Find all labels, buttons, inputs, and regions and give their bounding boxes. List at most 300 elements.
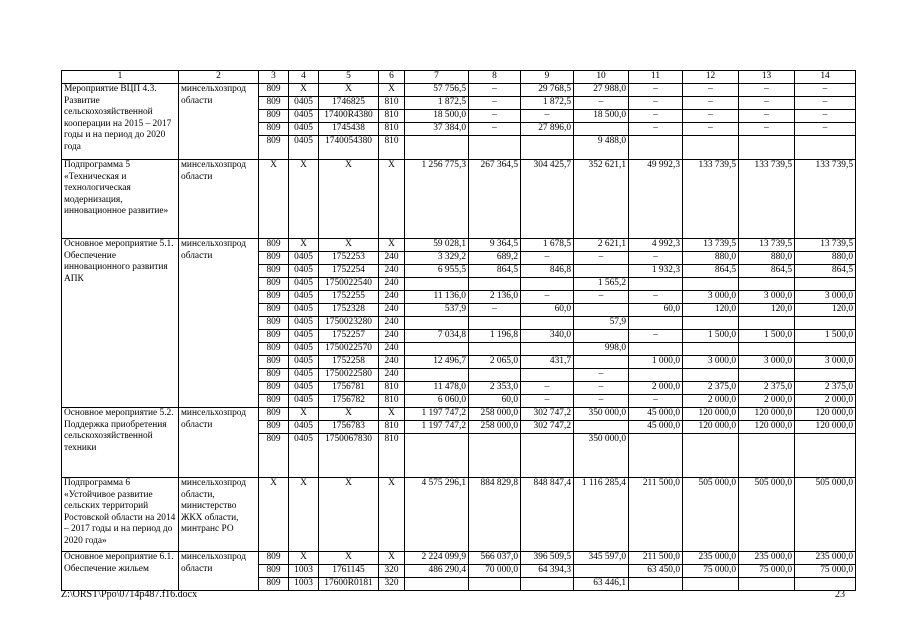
amount-cell <box>574 265 629 278</box>
code-cell: Х <box>289 478 319 552</box>
header-cell: 3 <box>259 71 289 84</box>
amount-cell <box>739 317 795 330</box>
amount-cell <box>795 578 856 591</box>
amount-cell: 505 000,0 <box>739 478 795 552</box>
amount-cell: 70 000,0 <box>469 565 521 578</box>
amount-cell <box>469 136 521 160</box>
amount-cell: 4 992,3 <box>629 239 683 252</box>
amount-cell <box>629 578 683 591</box>
amount-cell: 13 739,5 <box>739 239 795 252</box>
amount-cell: – <box>739 110 795 123</box>
amount-cell: 258 000,0 <box>469 408 521 421</box>
amount-cell: 9 364,5 <box>469 239 521 252</box>
amount-cell: 211 500,0 <box>629 552 683 565</box>
code-cell: 0405 <box>289 291 319 304</box>
amount-cell: 1 565,2 <box>574 278 629 291</box>
amount-cell: 537,9 <box>405 304 469 317</box>
program-name-cell: Подпрограмма 5 «Техническая и технологическая модернизация, инновационное развитие» <box>62 160 179 239</box>
amount-cell <box>683 136 739 160</box>
code-cell: Х <box>289 408 319 421</box>
code-cell: 0405 <box>289 136 319 160</box>
code-cell: 1752257 <box>319 330 379 343</box>
amount-cell: – <box>795 123 856 136</box>
amount-cell: 1 500,0 <box>683 330 739 343</box>
document-page <box>61 70 856 591</box>
amount-cell <box>795 278 856 291</box>
amount-cell: – <box>629 97 683 110</box>
code-cell: Х <box>289 239 319 252</box>
amount-cell: – <box>683 123 739 136</box>
amount-cell: 998,0 <box>574 343 629 356</box>
amount-cell: 64 394,3 <box>521 565 574 578</box>
amount-cell: – <box>521 382 574 395</box>
code-cell: Х <box>379 478 405 552</box>
code-cell: 810 <box>379 421 405 434</box>
code-cell: 1750023280 <box>319 317 379 330</box>
amount-cell: 120,0 <box>795 304 856 317</box>
amount-cell <box>405 317 469 330</box>
code-cell: 0405 <box>289 395 319 408</box>
amount-cell: – <box>629 291 683 304</box>
amount-cell <box>469 343 521 356</box>
responsible-cell: минсельхозпрод области <box>179 552 259 591</box>
code-cell: 1752328 <box>319 304 379 317</box>
amount-cell: 3 000,0 <box>683 356 739 369</box>
amount-cell: 13 739,5 <box>683 239 739 252</box>
amount-cell: 2 375,0 <box>683 382 739 395</box>
amount-cell: – <box>629 84 683 97</box>
amount-cell: 396 509,5 <box>521 552 574 565</box>
amount-cell: 2 000,0 <box>739 395 795 408</box>
amount-cell: 45 000,0 <box>629 421 683 434</box>
amount-cell: 689,2 <box>469 252 521 265</box>
code-cell: 17400R4380 <box>319 110 379 123</box>
amount-cell: 60,0 <box>521 304 574 317</box>
table-row <box>62 239 856 252</box>
code-cell: 1745438 <box>319 123 379 136</box>
amount-cell: 3 000,0 <box>739 291 795 304</box>
code-cell: 1750022540 <box>319 278 379 291</box>
amount-cell: 60,0 <box>469 395 521 408</box>
code-cell: 810 <box>379 123 405 136</box>
amount-cell: 340,0 <box>521 330 574 343</box>
code-cell: 1003 <box>289 578 319 591</box>
code-cell: 1756781 <box>319 382 379 395</box>
code-cell: 809 <box>259 84 289 97</box>
amount-cell: 1 256 775,3 <box>405 160 469 239</box>
code-cell: 1756783 <box>319 421 379 434</box>
amount-cell: 120 000,0 <box>683 408 739 421</box>
code-cell: Х <box>379 84 405 97</box>
amount-cell: 2 621,1 <box>574 239 629 252</box>
amount-cell: 27 988,0 <box>574 84 629 97</box>
code-cell: 810 <box>379 395 405 408</box>
amount-cell <box>521 434 574 478</box>
amount-cell <box>521 578 574 591</box>
code-cell: Х <box>319 478 379 552</box>
amount-cell: 864,5 <box>469 265 521 278</box>
amount-cell: 11 478,0 <box>405 382 469 395</box>
table-row <box>62 84 856 97</box>
amount-cell: 1 000,0 <box>629 356 683 369</box>
amount-cell <box>795 369 856 382</box>
program-name-cell: Основное мероприятие 6.1. Обеспечение жильем <box>62 552 179 591</box>
amount-cell: 57,9 <box>574 317 629 330</box>
amount-cell: 4 575 296,1 <box>405 478 469 552</box>
amount-cell: 3 000,0 <box>795 356 856 369</box>
amount-cell: 6 060,0 <box>405 395 469 408</box>
amount-cell <box>739 278 795 291</box>
amount-cell: 120 000,0 <box>739 421 795 434</box>
amount-cell: 864,5 <box>739 265 795 278</box>
amount-cell <box>629 369 683 382</box>
table-row <box>62 408 856 421</box>
amount-cell <box>405 343 469 356</box>
amount-cell <box>469 434 521 478</box>
amount-cell: 235 000,0 <box>683 552 739 565</box>
amount-cell <box>405 434 469 478</box>
amount-cell: 2 000,0 <box>795 395 856 408</box>
amount-cell <box>683 317 739 330</box>
amount-cell: 133 739,5 <box>739 160 795 239</box>
responsible-cell: минсельхозпрод области <box>179 239 259 408</box>
amount-cell: – <box>469 84 521 97</box>
amount-cell: 120 000,0 <box>739 408 795 421</box>
amount-cell: – <box>574 97 629 110</box>
code-cell: 809 <box>259 239 289 252</box>
amount-cell <box>574 356 629 369</box>
amount-cell: 880,0 <box>739 252 795 265</box>
code-cell: 0405 <box>289 382 319 395</box>
amount-cell: 1 500,0 <box>795 330 856 343</box>
amount-cell <box>795 136 856 160</box>
budget-table <box>61 70 856 591</box>
amount-cell: 505 000,0 <box>795 478 856 552</box>
amount-cell: 566 037,0 <box>469 552 521 565</box>
amount-cell <box>521 278 574 291</box>
amount-cell <box>405 578 469 591</box>
code-cell: Х <box>319 239 379 252</box>
amount-cell: 505 000,0 <box>683 478 739 552</box>
code-cell: 0405 <box>289 123 319 136</box>
amount-cell: 1 196,8 <box>469 330 521 343</box>
amount-cell: 304 425,7 <box>521 160 574 239</box>
responsible-cell: минсельхозпрод области, министерство ЖКХ области, минтранс РО <box>179 478 259 552</box>
amount-cell: 11 136,0 <box>405 291 469 304</box>
code-cell: 0405 <box>289 252 319 265</box>
code-cell: 1752254 <box>319 265 379 278</box>
code-cell: 809 <box>259 265 289 278</box>
amount-cell: 848 847,4 <box>521 478 574 552</box>
code-cell: 809 <box>259 356 289 369</box>
code-cell: 17600R0181 <box>319 578 379 591</box>
amount-cell: 211 500,0 <box>629 478 683 552</box>
code-cell: Х <box>289 84 319 97</box>
header-cell: 10 <box>574 71 629 84</box>
amount-cell <box>629 343 683 356</box>
amount-cell: 1 872,5 <box>405 97 469 110</box>
amount-cell: – <box>629 110 683 123</box>
amount-cell: 133 739,5 <box>795 160 856 239</box>
amount-cell <box>469 278 521 291</box>
header-cell: 1 <box>62 71 179 84</box>
header-cell: 14 <box>795 71 856 84</box>
code-cell: 1740054380 <box>319 136 379 160</box>
amount-cell: – <box>795 97 856 110</box>
code-cell: 809 <box>259 317 289 330</box>
amount-cell: 37 384,0 <box>405 123 469 136</box>
amount-cell: – <box>574 291 629 304</box>
amount-cell: 49 992,3 <box>629 160 683 239</box>
amount-cell <box>521 369 574 382</box>
code-cell: 809 <box>259 304 289 317</box>
code-cell: 0405 <box>289 434 319 478</box>
code-cell: 240 <box>379 304 405 317</box>
amount-cell: 63 446,1 <box>574 578 629 591</box>
code-cell: 809 <box>259 408 289 421</box>
code-cell: 809 <box>259 343 289 356</box>
amount-cell: 18 500,0 <box>405 110 469 123</box>
amount-cell: – <box>574 252 629 265</box>
amount-cell <box>405 369 469 382</box>
header-row <box>62 71 856 84</box>
amount-cell: 2 136,0 <box>469 291 521 304</box>
code-cell: 810 <box>379 434 405 478</box>
amount-cell: – <box>469 123 521 136</box>
code-cell: 810 <box>379 110 405 123</box>
code-cell: Х <box>319 408 379 421</box>
amount-cell <box>629 136 683 160</box>
amount-cell <box>521 343 574 356</box>
amount-cell <box>521 317 574 330</box>
amount-cell: 350 000,0 <box>574 434 629 478</box>
amount-cell <box>795 317 856 330</box>
amount-cell: – <box>521 252 574 265</box>
amount-cell: – <box>629 395 683 408</box>
amount-cell: 60,0 <box>629 304 683 317</box>
code-cell: Х <box>379 239 405 252</box>
amount-cell <box>683 278 739 291</box>
header-cell: 9 <box>521 71 574 84</box>
responsible-cell: минсельхозпрод области <box>179 84 259 160</box>
code-cell: 810 <box>379 136 405 160</box>
amount-cell: 9 488,0 <box>574 136 629 160</box>
amount-cell: 352 621,1 <box>574 160 629 239</box>
code-cell: 810 <box>379 382 405 395</box>
code-cell: 0405 <box>289 97 319 110</box>
amount-cell: – <box>683 84 739 97</box>
code-cell: 0405 <box>289 317 319 330</box>
amount-cell: 2 000,0 <box>629 382 683 395</box>
code-cell: 809 <box>259 330 289 343</box>
header-cell: 2 <box>179 71 259 84</box>
amount-cell: 120 000,0 <box>795 408 856 421</box>
code-cell: 240 <box>379 291 405 304</box>
code-cell: 0405 <box>289 330 319 343</box>
code-cell: 809 <box>259 421 289 434</box>
amount-cell: 59 028,1 <box>405 239 469 252</box>
code-cell: 240 <box>379 356 405 369</box>
amount-cell: 120,0 <box>683 304 739 317</box>
amount-cell: 1 197 747,2 <box>405 421 469 434</box>
program-name-cell: Мероприятие ВЦП 4.3. Развитие сельскохозяйственной кооперации на 2015 – 2017 годы и на период до 2020 года <box>62 84 179 160</box>
header-cell: 8 <box>469 71 521 84</box>
header-cell: 12 <box>683 71 739 84</box>
amount-cell: 864,5 <box>795 265 856 278</box>
amount-cell: 120,0 <box>739 304 795 317</box>
amount-cell: 267 364,5 <box>469 160 521 239</box>
code-cell: 809 <box>259 291 289 304</box>
code-cell: 809 <box>259 278 289 291</box>
amount-cell <box>683 369 739 382</box>
code-cell: 0405 <box>289 421 319 434</box>
amount-cell: 1 872,5 <box>521 97 574 110</box>
code-cell: 240 <box>379 343 405 356</box>
amount-cell: 2 000,0 <box>683 395 739 408</box>
amount-cell <box>683 434 739 478</box>
amount-cell: 235 000,0 <box>739 552 795 565</box>
header-cell: 13 <box>739 71 795 84</box>
amount-cell: – <box>574 382 629 395</box>
amount-cell <box>739 578 795 591</box>
code-cell: 809 <box>259 136 289 160</box>
amount-cell: 1 116 285,4 <box>574 478 629 552</box>
code-cell: 1750022580 <box>319 369 379 382</box>
code-cell: Х <box>379 408 405 421</box>
amount-cell <box>469 317 521 330</box>
code-cell: 809 <box>259 97 289 110</box>
header-cell: 4 <box>289 71 319 84</box>
code-cell: Х <box>319 160 379 239</box>
code-cell: 0405 <box>289 278 319 291</box>
amount-cell: – <box>574 395 629 408</box>
amount-cell: 3 000,0 <box>739 356 795 369</box>
code-cell: 0405 <box>289 356 319 369</box>
code-cell: 1746825 <box>319 97 379 110</box>
amount-cell: – <box>629 123 683 136</box>
amount-cell: 120 000,0 <box>683 421 739 434</box>
header-cell: 7 <box>405 71 469 84</box>
code-cell: 809 <box>259 565 289 578</box>
amount-cell: 3 000,0 <box>795 291 856 304</box>
code-cell: Х <box>259 478 289 552</box>
amount-cell: 29 768,5 <box>521 84 574 97</box>
header-cell: 11 <box>629 71 683 84</box>
amount-cell: 3 329,2 <box>405 252 469 265</box>
program-name-cell: Основное мероприятие 5.1. Обеспечение инновационного развития АПК <box>62 239 179 408</box>
code-cell: 0405 <box>289 265 319 278</box>
amount-cell: – <box>629 252 683 265</box>
table-row <box>62 552 856 565</box>
code-cell: 320 <box>379 578 405 591</box>
amount-cell: – <box>795 110 856 123</box>
amount-cell: 1 197 747,2 <box>405 408 469 421</box>
code-cell: 240 <box>379 252 405 265</box>
code-cell: 0405 <box>289 343 319 356</box>
code-cell: 809 <box>259 382 289 395</box>
code-cell: Х <box>319 84 379 97</box>
code-cell: 1750022570 <box>319 343 379 356</box>
code-cell: 240 <box>379 317 405 330</box>
code-cell: 0405 <box>289 110 319 123</box>
amount-cell <box>469 369 521 382</box>
amount-cell <box>629 434 683 478</box>
code-cell: 1752258 <box>319 356 379 369</box>
amount-cell <box>739 343 795 356</box>
amount-cell: – <box>521 110 574 123</box>
code-cell: 809 <box>259 252 289 265</box>
amount-cell: 345 597,0 <box>574 552 629 565</box>
amount-cell: 57 756,5 <box>405 84 469 97</box>
amount-cell: 235 000,0 <box>795 552 856 565</box>
amount-cell: 302 747,2 <box>521 421 574 434</box>
code-cell: 1003 <box>289 565 319 578</box>
footer-page-number: 23 <box>835 589 845 600</box>
code-cell: 1756782 <box>319 395 379 408</box>
amount-cell: – <box>683 97 739 110</box>
amount-cell <box>405 278 469 291</box>
table-row <box>62 478 856 552</box>
amount-cell <box>469 578 521 591</box>
amount-cell: 75 000,0 <box>795 565 856 578</box>
amount-cell <box>521 136 574 160</box>
program-name-cell: Основное мероприятие 5.2. Поддержка приобретения сельскохозяйственной техники <box>62 408 179 478</box>
amount-cell <box>405 136 469 160</box>
amount-cell: 7 034,8 <box>405 330 469 343</box>
amount-cell: – <box>469 110 521 123</box>
amount-cell <box>574 304 629 317</box>
amount-cell: 6 955,5 <box>405 265 469 278</box>
code-cell: 1752253 <box>319 252 379 265</box>
code-cell: Х <box>319 552 379 565</box>
amount-cell: – <box>469 97 521 110</box>
responsible-cell: минсельхозпрод области <box>179 408 259 478</box>
amount-cell: 846,8 <box>521 265 574 278</box>
amount-cell: 12 496,7 <box>405 356 469 369</box>
code-cell: 0405 <box>289 304 319 317</box>
amount-cell: – <box>521 395 574 408</box>
amount-cell: 486 290,4 <box>405 565 469 578</box>
code-cell: 1750067830 <box>319 434 379 478</box>
amount-cell: 75 000,0 <box>739 565 795 578</box>
code-cell: 809 <box>259 434 289 478</box>
responsible-cell: минсельхозпрод области <box>179 160 259 239</box>
header-cell: 5 <box>319 71 379 84</box>
amount-cell <box>574 123 629 136</box>
amount-cell: 45 000,0 <box>629 408 683 421</box>
amount-cell: 75 000,0 <box>683 565 739 578</box>
header-cell: 6 <box>379 71 405 84</box>
amount-cell: 1 932,3 <box>629 265 683 278</box>
amount-cell: 2 065,0 <box>469 356 521 369</box>
amount-cell: – <box>574 369 629 382</box>
amount-cell: 2 353,0 <box>469 382 521 395</box>
amount-cell <box>574 565 629 578</box>
amount-cell: – <box>469 304 521 317</box>
code-cell: 240 <box>379 369 405 382</box>
amount-cell: 864,5 <box>683 265 739 278</box>
amount-cell: 3 000,0 <box>683 291 739 304</box>
amount-cell: – <box>739 97 795 110</box>
amount-cell: 1 500,0 <box>739 330 795 343</box>
amount-cell: 120 000,0 <box>795 421 856 434</box>
code-cell: 809 <box>259 578 289 591</box>
amount-cell: – <box>739 84 795 97</box>
amount-cell: 431,7 <box>521 356 574 369</box>
code-cell: 809 <box>259 369 289 382</box>
amount-cell: 258 000,0 <box>469 421 521 434</box>
code-cell: 1761145 <box>319 565 379 578</box>
